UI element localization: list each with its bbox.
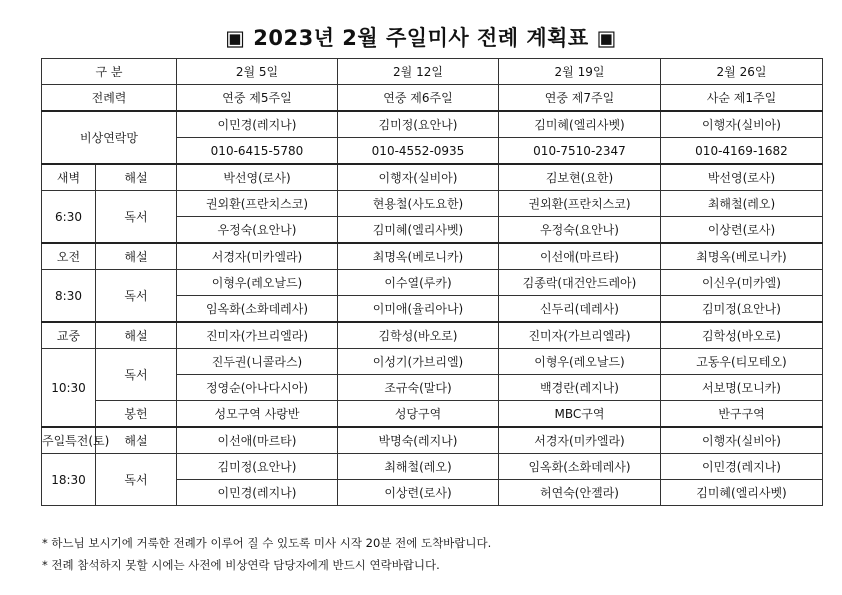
assignee-cell: 진미자(가브리엘라) (177, 322, 338, 349)
assignee-cell: 이선애(마르타) (177, 427, 338, 454)
assignee-cell: 권외환(프란치스코) (499, 191, 661, 217)
assignee-cell: 김미혜(엘리사벳) (661, 480, 823, 506)
emergency-phone: 010-7510-2347 (499, 138, 661, 165)
liturgy-label: 전례력 (42, 85, 177, 112)
offering-cell: MBC구역 (499, 401, 661, 428)
assignee-cell: 현용철(사도요한) (338, 191, 499, 217)
division-label: 구 분 (42, 59, 177, 85)
mass-main-offering-row (42, 401, 823, 428)
assignee-cell: 최명옥(베로니카) (661, 243, 823, 270)
role-label: 해설 (96, 322, 177, 349)
assignee-cell: 이수열(루카) (338, 270, 499, 296)
mass-name: 오전 (42, 243, 96, 270)
assignee-cell: 김종락(대건안드레아) (499, 270, 661, 296)
mass-main-reading1-row (42, 349, 823, 375)
mass-time: 6:30 (42, 191, 96, 244)
assignee-cell: 박선영(로사) (661, 164, 823, 191)
assignee-cell: 고동우(티모테오) (661, 349, 823, 375)
emergency-name: 이행자(실비아) (661, 111, 823, 138)
assignee-cell: 김미혜(엘리사벳) (338, 217, 499, 244)
footnote: * 하느님 보시기에 거룩한 전례가 이루어 질 수 있도록 미사 시작 20분 전에 도착바랍니다. (42, 536, 492, 550)
liturgy-row (42, 85, 823, 112)
mass-name: 주일특전(토) (42, 427, 96, 454)
role-label: 독서 (96, 191, 177, 244)
offering-cell: 성모구역 사랑반 (177, 401, 338, 428)
assignee-cell: 이성기(가브리엘) (338, 349, 499, 375)
footnotes (42, 532, 491, 576)
mass-main-explain-row (42, 322, 823, 349)
role-label: 해설 (96, 427, 177, 454)
page-title: ▣ 2023년 2월 주일미사 전례 계획표 ▣ (225, 26, 617, 50)
liturgy-cell: 연중 제6주일 (338, 85, 499, 112)
role-label: 봉헌 (96, 401, 177, 428)
role-label: 해설 (96, 164, 177, 191)
assignee-cell: 허연숙(안젤라) (499, 480, 661, 506)
assignee-cell: 박명숙(레지나) (338, 427, 499, 454)
offering-cell: 반구구역 (661, 401, 823, 428)
assignee-cell: 이민경(레지나) (661, 454, 823, 480)
emergency-phone: 010-4169-1682 (661, 138, 823, 165)
assignee-cell: 이선애(마르타) (499, 243, 661, 270)
assignee-cell: 이신우(미카엘) (661, 270, 823, 296)
date-cell: 2월 12일 (338, 59, 499, 85)
mass-vigil-reading1-row (42, 454, 823, 480)
assignee-cell: 박선영(로사) (177, 164, 338, 191)
emergency-name: 김미혜(엘리사벳) (499, 111, 661, 138)
assignee-cell: 권외환(프란치스코) (177, 191, 338, 217)
mass-dawn-explain-row (42, 164, 823, 191)
assignee-cell: 이형우(레오날드) (499, 349, 661, 375)
assignee-cell: 이형우(레오날드) (177, 270, 338, 296)
schedule-table (41, 58, 823, 506)
liturgy-cell: 사순 제1주일 (661, 85, 823, 112)
assignee-cell: 임옥화(소화데레사) (499, 454, 661, 480)
mass-vigil-explain-row (42, 427, 823, 454)
mass-morning-explain-row (42, 243, 823, 270)
role-label: 독서 (96, 454, 177, 506)
assignee-cell: 정영순(아나다시아) (177, 375, 338, 401)
assignee-cell: 김학성(바오로) (338, 322, 499, 349)
mass-time: 8:30 (42, 270, 96, 323)
assignee-cell: 김미정(요안나) (177, 454, 338, 480)
offering-cell: 성당구역 (338, 401, 499, 428)
emergency-phone: 010-6415-5780 (177, 138, 338, 165)
role-label: 독서 (96, 270, 177, 323)
assignee-cell: 이행자(실비아) (338, 164, 499, 191)
footnote: * 전례 참석하지 못할 시에는 사전에 비상연락 담당자에게 반드시 연락바랍니다. (42, 558, 440, 572)
assignee-cell: 진미자(가브리엘라) (499, 322, 661, 349)
mass-time: 18:30 (42, 454, 96, 506)
assignee-cell: 최명옥(베로니카) (338, 243, 499, 270)
assignee-cell: 이행자(실비아) (661, 427, 823, 454)
date-cell: 2월 26일 (661, 59, 823, 85)
mass-name: 교중 (42, 322, 96, 349)
mass-time: 10:30 (42, 349, 96, 428)
assignee-cell: 김보현(요한) (499, 164, 661, 191)
assignee-cell: 임옥화(소화데레사) (177, 296, 338, 323)
assignee-cell: 조규숙(말다) (338, 375, 499, 401)
date-cell: 2월 5일 (177, 59, 338, 85)
assignee-cell: 이민경(레지나) (177, 480, 338, 506)
assignee-cell: 김미정(요안나) (661, 296, 823, 323)
role-label: 해설 (96, 243, 177, 270)
emergency-label: 비상연락망 (42, 111, 177, 164)
header-row (42, 59, 823, 85)
assignee-cell: 이상련(로사) (338, 480, 499, 506)
liturgy-cell: 연중 제5주일 (177, 85, 338, 112)
mass-name: 새벽 (42, 164, 96, 191)
emergency-name: 김미정(요안나) (338, 111, 499, 138)
assignee-cell: 최해철(레오) (661, 191, 823, 217)
assignee-cell: 서경자(미카엘라) (177, 243, 338, 270)
emergency-phone: 010-4552-0935 (338, 138, 499, 165)
assignee-cell: 김학성(바오로) (661, 322, 823, 349)
date-cell: 2월 19일 (499, 59, 661, 85)
assignee-cell: 우정숙(요안나) (499, 217, 661, 244)
role-label: 독서 (96, 349, 177, 401)
assignee-cell: 서보명(모니카) (661, 375, 823, 401)
liturgy-cell: 연중 제7주일 (499, 85, 661, 112)
assignee-cell: 최해철(레오) (338, 454, 499, 480)
assignee-cell: 우정숙(요안나) (177, 217, 338, 244)
assignee-cell: 이미애(율리아나) (338, 296, 499, 323)
assignee-cell: 신두리(데레사) (499, 296, 661, 323)
mass-dawn-reading1-row (42, 191, 823, 217)
assignee-cell: 서경자(미카엘라) (499, 427, 661, 454)
mass-morning-reading1-row (42, 270, 823, 296)
emergency-row (42, 111, 823, 138)
assignee-cell: 이상련(로사) (661, 217, 823, 244)
assignee-cell: 백경란(레지나) (499, 375, 661, 401)
assignee-cell: 진두권(니콜라스) (177, 349, 338, 375)
emergency-name: 이민경(레지나) (177, 111, 338, 138)
